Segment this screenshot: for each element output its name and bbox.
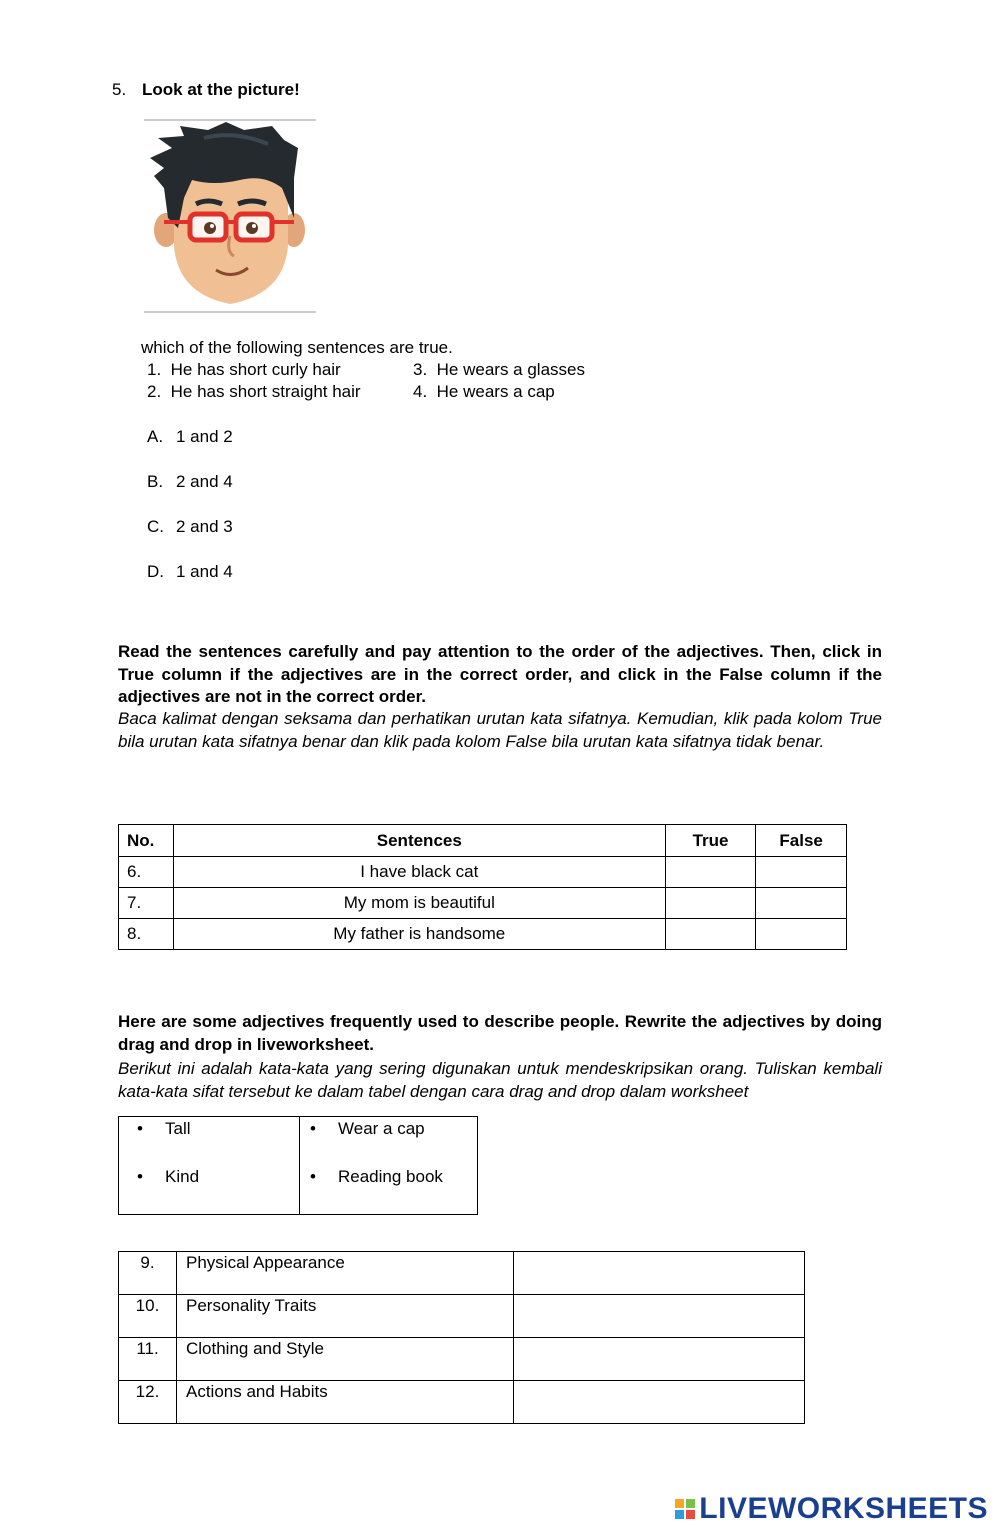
question-number: 5. [112,80,127,99]
table-row [119,888,847,919]
logo-text: LIVEWORKSHEETS [699,1492,988,1525]
category-label: Personality Traits [177,1295,514,1338]
table-row [119,919,847,950]
liveworksheets-logo[interactable] [675,1492,988,1526]
statement-1: 1. He has short curly hair [147,360,341,379]
option-letter: B. [147,472,164,491]
option-text: 2 and 4 [176,472,233,491]
section2-instruction-en: Read the sentences carefully and pay attention to the order of the adjectives. Then, click in True column if the adjectives are in the correct order, and click in the False column if the adjectives are not in the correct order. [118,642,882,706]
word-bank [118,1116,478,1215]
row-sentence: I have black cat [173,857,665,888]
category-number: 10. [119,1295,177,1338]
category-table [118,1251,805,1424]
statement-4: 4. He wears a cap [413,382,555,401]
option-letter: A. [147,427,164,446]
drop-zone[interactable] [514,1252,805,1295]
boy-picture [144,118,317,314]
drop-zone[interactable] [514,1295,805,1338]
drop-zone[interactable] [514,1381,805,1424]
header-sentences: Sentences [173,825,665,857]
question-title: Look at the picture! [142,80,300,99]
table-row [119,1295,805,1338]
draggable-word[interactable]: • Tall [119,1117,299,1165]
option-text: 1 and 4 [176,562,233,581]
header-false: False [756,825,847,857]
draggable-word[interactable]: • Reading book [300,1165,477,1213]
true-cell[interactable] [665,888,756,919]
category-number: 11. [119,1338,177,1381]
header-true: True [665,825,756,857]
option-text: 1 and 2 [176,427,233,446]
table-row [119,1381,805,1424]
logo-mark-icon [675,1499,695,1519]
option-text: 2 and 3 [176,517,233,536]
category-label: Physical Appearance [177,1252,514,1295]
row-number: 6. [119,857,174,888]
category-number: 9. [119,1252,177,1295]
table-header-row [119,825,847,857]
question-stem: which of the following sentences are true. [141,338,453,357]
draggable-word[interactable]: • Kind [119,1165,299,1213]
category-label: Actions and Habits [177,1381,514,1424]
section3-instruction-en: Here are some adjectives frequently used to describe people. Rewrite the adjectives by doing drag and drop in liveworksheet. [118,1012,882,1054]
true-false-table [118,824,847,950]
false-cell[interactable] [756,857,847,888]
section3-instruction-id: Berikut ini adalah kata-kata yang sering digunakan untuk mendeskripsikan orang. Tuliskan kembali kata-kata sifat tersebut ke dalam tabel dengan cara drag and drop dalam worksheet [118,1059,882,1101]
false-cell[interactable] [756,888,847,919]
category-number: 12. [119,1381,177,1424]
table-row [119,857,847,888]
word-bank-column-2 [300,1117,478,1215]
row-number: 7. [119,888,174,919]
row-sentence: My father is handsome [173,919,665,950]
table-row [119,1338,805,1381]
statement-3: 3. He wears a glasses [413,360,585,379]
word-bank-column-1 [119,1117,300,1215]
header-no: No. [119,825,174,857]
section2-instruction-id: Baca kalimat dengan seksama dan perhatikan urutan kata sifatnya. Kemudian, klik pada kolom True bila urutan kata sifatnya benar dan klik pada kolom False bila urutan kata sifatnya tidak benar. [118,709,882,751]
statement-2: 2. He has short straight hair [147,382,361,401]
false-cell[interactable] [756,919,847,950]
table-row [119,1252,805,1295]
option-letter: D. [147,562,164,581]
option-letter: C. [147,517,164,536]
draggable-word[interactable]: • Wear a cap [300,1117,477,1165]
drop-zone[interactable] [514,1338,805,1381]
row-sentence: My mom is beautiful [173,888,665,919]
category-label: Clothing and Style [177,1338,514,1381]
true-cell[interactable] [665,857,756,888]
true-cell[interactable] [665,919,756,950]
row-number: 8. [119,919,174,950]
